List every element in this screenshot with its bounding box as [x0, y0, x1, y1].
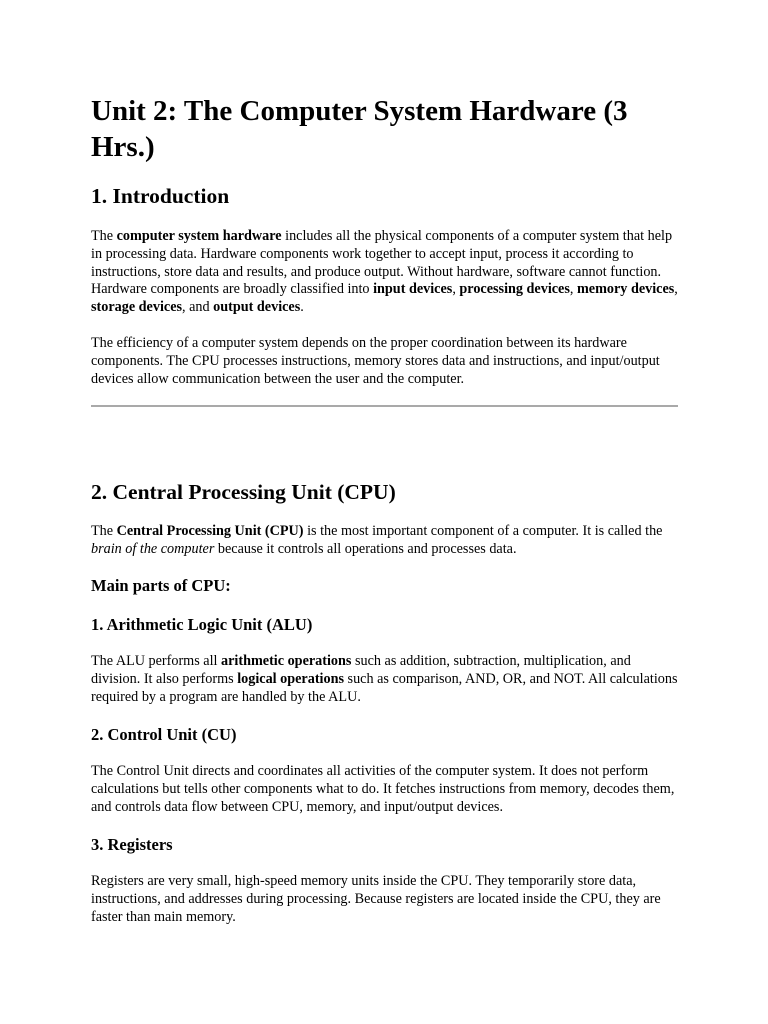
- introduction-heading: 1. Introduction: [91, 184, 230, 208]
- bold-term: processing devices: [459, 281, 570, 298]
- cpu-parts-heading: Main parts of CPU:: [91, 576, 231, 595]
- registers-heading: 3. Registers: [91, 835, 173, 854]
- cu-heading: 2. Control Unit (CU): [91, 725, 237, 744]
- alu-paragraph: [91, 653, 678, 706]
- bold-term: arithmetic operations: [221, 653, 352, 669]
- introduction-paragraph-1: [91, 228, 678, 317]
- text-run: ,: [674, 281, 678, 298]
- text-run: such as comparison, AND, OR, and NOT. All calculations required by a program are handled by the ALU.: [91, 670, 678, 705]
- text-run: The: [91, 228, 117, 244]
- alu-heading: 1. Arithmetic Logic Unit (ALU): [91, 615, 313, 634]
- text-run: The ALU performs all: [91, 653, 222, 669]
- bold-term: logical operations: [237, 670, 344, 687]
- bold-term: memory devices: [576, 281, 675, 298]
- italic-term: brain of the computer: [91, 540, 215, 557]
- text-run: ,: [452, 281, 460, 298]
- text-run: , and: [182, 299, 214, 316]
- cu-paragraph: The Control Unit directs and coordinates all activities of the computer system. It does not perform calculations but tells other components what to do. It fetches instructions from memory, decodes them, and controls data flow between CPU, memory, and input/output devices.: [91, 763, 675, 815]
- text-run: .: [300, 299, 304, 316]
- bold-term: storage devices: [91, 299, 183, 316]
- text-run: is the most important component of a computer. It is called the: [303, 523, 663, 539]
- bold-term: computer system hardware: [116, 228, 282, 244]
- text-run: includes all the physical components of a computer system that help in processing data. Hardware components work together to accept input, process it according to instructions, store data and results, and produce output. Without hardware, software cannot function. Hardware components are broadly classified into: [91, 228, 673, 298]
- bold-term: output devices: [213, 299, 301, 316]
- text-run: because it controls all operations and processes data.: [214, 540, 517, 557]
- registers-paragraph: Registers are very small, high-speed memory units inside the CPU. They temporarily store data, instructions, and addresses during processing. Because registers are located inside the CPU, they are faster than main memory.: [91, 873, 661, 925]
- document-title: Unit 2: The Computer System Hardware (3 Hrs.): [91, 95, 628, 163]
- text-run: The: [91, 523, 117, 539]
- text-run: ,: [569, 281, 577, 298]
- cpu-paragraph: [91, 523, 678, 559]
- text-run: such as addition, subtraction, multiplication, and division. It also performs: [91, 653, 631, 687]
- section-divider: [91, 405, 678, 407]
- bold-term: input devices: [373, 281, 453, 298]
- bold-term: Central Processing Unit (CPU): [116, 523, 304, 539]
- cpu-heading: 2. Central Processing Unit (CPU): [91, 480, 396, 504]
- introduction-paragraph-2: The efficiency of a computer system depends on the proper coordination between its hardware components. The CPU processes instructions, memory stores data and instructions, and input/output devices allow communication between the user and the computer.: [91, 335, 660, 387]
